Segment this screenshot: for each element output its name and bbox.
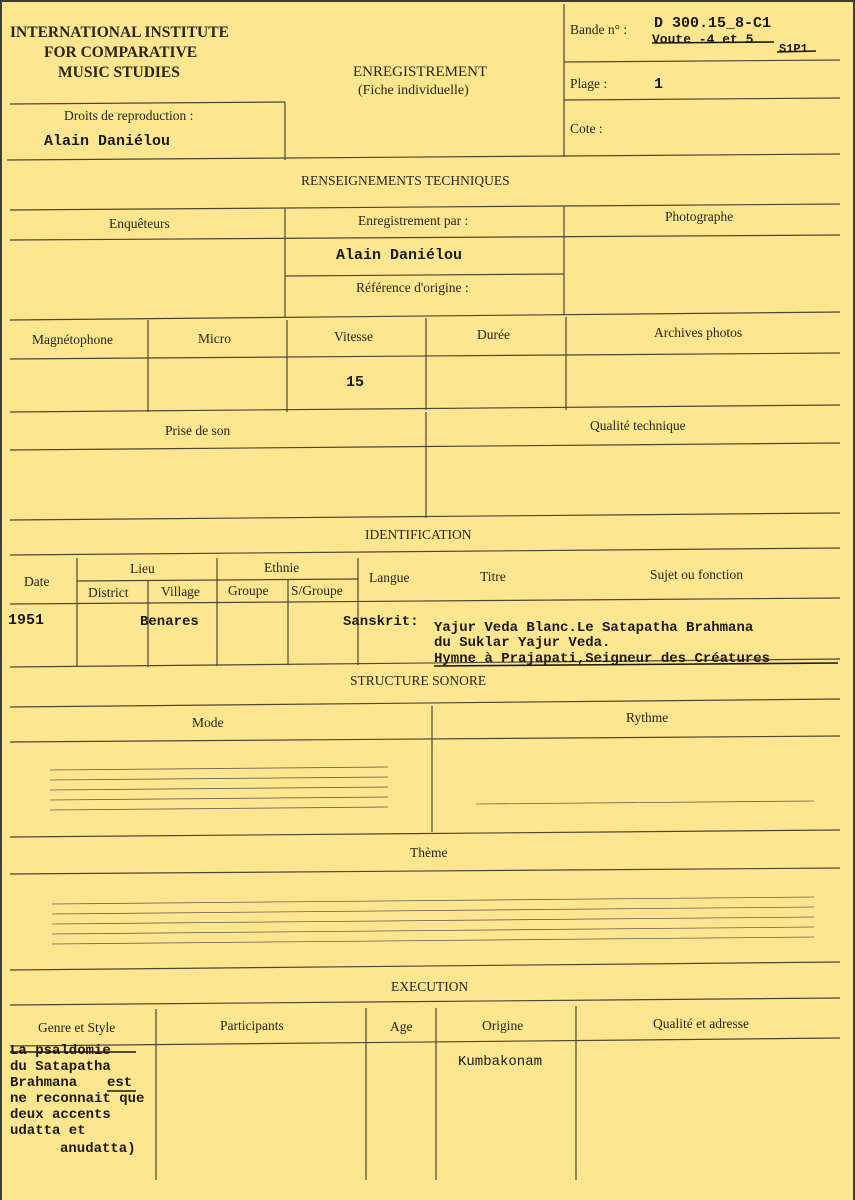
section-execution: EXECUTION xyxy=(391,979,469,994)
magnetophone-label: Magnétophone xyxy=(32,332,113,347)
groupe-label: Groupe xyxy=(228,583,269,598)
duree-label: Durée xyxy=(477,327,510,342)
institute-name-line1: INTERNATIONAL INSTITUTE xyxy=(10,24,229,41)
genre-value-line3: Brahmana xyxy=(10,1075,78,1091)
genre-value-line4: ne reconnait que xyxy=(10,1091,145,1107)
rights-label: Droits de reproduction : xyxy=(64,108,194,123)
date-label: Date xyxy=(24,574,50,589)
bande-extra-note: S1P1 xyxy=(779,42,808,56)
theme-label: Thème xyxy=(410,845,448,860)
micro-label: Micro xyxy=(198,331,231,346)
rights-value: Alain Daniélou xyxy=(44,133,171,150)
mode-label: Mode xyxy=(192,715,224,730)
photographe-label: Photographe xyxy=(665,209,734,224)
langue-value: Sanskrit: xyxy=(343,614,419,630)
enqueteurs-label: Enquêteurs xyxy=(109,216,170,231)
qualite-adresse-label: Qualité et adresse xyxy=(653,1016,749,1031)
titre-value-line3: Hymne à Prajapati,Seigneur des Créatures xyxy=(434,651,771,667)
bande-value: D 300.15_8-C1 xyxy=(654,15,772,32)
institute-name-line2: FOR COMPARATIVE xyxy=(44,44,198,61)
form-subtitle: (Fiche individuelle) xyxy=(358,83,469,98)
lieu-label: Lieu xyxy=(130,561,155,576)
langue-label: Langue xyxy=(369,570,410,585)
age-label: Age xyxy=(390,1019,413,1034)
participants-label: Participants xyxy=(220,1018,284,1033)
ethnie-label: Ethnie xyxy=(264,560,300,575)
section-technical: RENSEIGNEMENTS TECHNIQUES xyxy=(301,173,510,188)
genre-value-struck-word: est xyxy=(107,1075,133,1091)
plage-value: 1 xyxy=(654,76,664,93)
section-structure-sonore: STRUCTURE SONORE xyxy=(350,673,487,688)
vitesse-value: 15 xyxy=(346,374,365,391)
sgroupe-label: S/Groupe xyxy=(291,583,343,598)
enregistrement-par-label: Enregistrement par : xyxy=(358,213,469,228)
genre-value-line7: anudatta) xyxy=(60,1141,136,1157)
genre-value-line6: udatta et xyxy=(10,1123,86,1139)
village-label: Village xyxy=(161,584,200,599)
sujet-label: Sujet ou fonction xyxy=(650,567,743,582)
qualite-technique-label: Qualité technique xyxy=(590,418,686,433)
origine-label: Origine xyxy=(482,1018,524,1033)
institute-name-line3: MUSIC STUDIES xyxy=(58,64,180,81)
section-identification: IDENTIFICATION xyxy=(365,527,472,542)
reference-label: Référence d'origine : xyxy=(356,280,469,295)
titre-value-line2: du Suklar Yajur Veda. xyxy=(434,635,611,651)
bande-struck-note: Voute -4 et 5 xyxy=(652,32,754,47)
district-label: District xyxy=(88,585,129,600)
genre-label: Genre et Style xyxy=(38,1020,116,1035)
genre-value-line5: deux accents xyxy=(10,1107,111,1123)
rythme-label: Rythme xyxy=(626,710,669,725)
titre-value-line1: Yajur Veda Blanc.Le Satapatha Brahmana xyxy=(434,620,754,636)
origine-value: Kumbakonam xyxy=(458,1054,543,1070)
plage-label: Plage : xyxy=(570,76,608,91)
index-card xyxy=(2,2,853,1200)
titre-label: Titre xyxy=(480,569,506,584)
cote-label: Cote : xyxy=(570,121,603,136)
genre-value-line2: du Satapatha xyxy=(10,1059,111,1075)
form-title: ENREGISTREMENT xyxy=(353,64,488,80)
date-value: 1951 xyxy=(8,612,45,629)
genre-value-line1: La psaldomie xyxy=(10,1043,111,1059)
bande-label: Bande n° : xyxy=(570,22,628,37)
archives-photos-label: Archives photos xyxy=(654,325,743,340)
vitesse-label: Vitesse xyxy=(334,329,373,344)
prise-de-son-label: Prise de son xyxy=(165,423,231,438)
village-value: Benares xyxy=(140,614,199,630)
enregistrement-value: Alain Daniélou xyxy=(336,247,463,264)
